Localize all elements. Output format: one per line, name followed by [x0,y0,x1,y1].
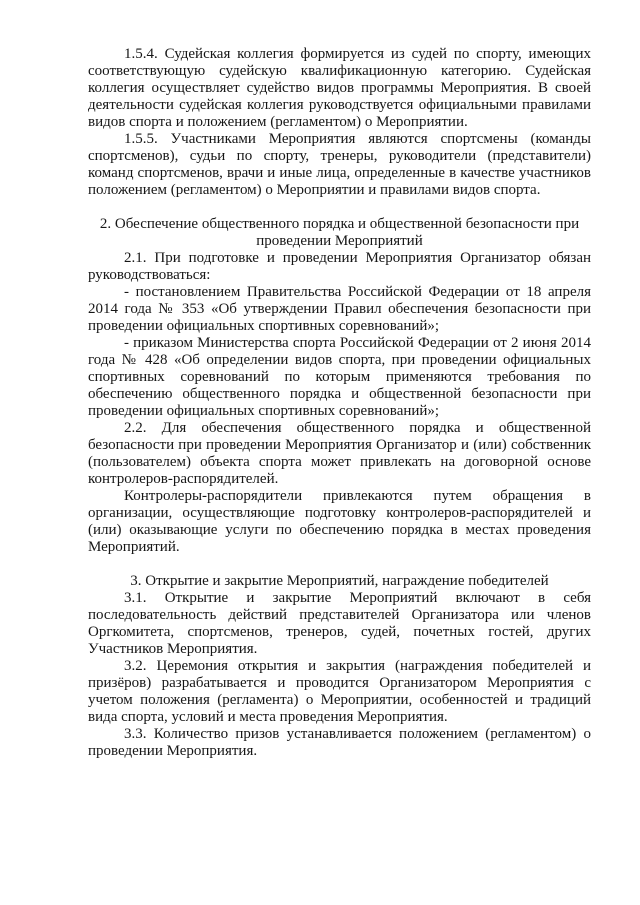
section-2-heading: 2. Обеспечение общественного порядка и общественной безопасности при проведении Мероприятий [99,216,580,249]
paragraph-3-1: 3.1. Открытие и закрытие Мероприятий включают в себя последовательность действий представителей Организатора или членов Оргкомитета, спортсменов, тренеров, судей, почетных гостей, других Участников Мероприятия. [88,590,591,657]
paragraph-2-2: 2.2. Для обеспечения общественного порядка и общественной безопасности при проведении Мероприятия Организатор и (или) собственник (пользователем) объекта спорта может привлекать на договорной основе контролеров-распорядителей. [88,420,591,487]
paragraph-1-5-4: 1.5.4. Судейская коллегия формируется из судей по спорту, имеющих соответствующую судейскую квалификационную категорию. Судейская коллегия осуществляет судейство видов программы Мероприятия. В своей деятельности судейская коллегия руководствуется официальными правилами видов спорта и положением (регламентом) о Мероприятии. [88,46,591,130]
paragraph-3-3: 3.3. Количество призов устанавливается положением (регламентом) о проведении Мероприятия. [88,726,591,759]
paragraph-1-5-5: 1.5.5. Участниками Мероприятия являются спортсмены (команды спортсменов), судьи по спорту, тренеры, руководители (представители) команд спортсменов, врачи и иные лица, определенные в качестве участников положением (регламентом) о Мероприятии и правилами видов спорта. [88,131,591,198]
paragraph-3-2: 3.2. Церемония открытия и закрытия (награждения победителей и призёров) разрабатывается и проводится Организатором Мероприятия с учетом положения (регламента) о Мероприятии, особенностей и традиций вида спорта, условий и места проведения Мероприятия. [88,658,591,725]
document-body [88,46,591,760]
section-3-heading: 3. Открытие и закрытие Мероприятий, награждение победителей [130,573,549,589]
paragraph-2-1-item-2: - приказом Министерства спорта Российской Федерации от 2 июня 2014 года № 428 «Об определении видов спорта, при проведении официальных спортивных соревнований по которым применяются требования по обеспечению общественного порядка и общественной безопасности при проведении официальных спортивных соревнований»; [88,335,591,419]
paragraph-2-1-item-1: - постановлением Правительства Российской Федерации от 18 апреля 2014 года № 353 «Об утверждении Правил обеспечения безопасности при проведении официальных спортивных соревнований»; [88,284,591,334]
paragraph-2-2-continued: Контролеры-распорядители привлекаются путем обращения в организации, осуществляющие подготовку контролеров-распорядителей и (или) оказывающие услуги по обеспечению порядка в местах проведения Мероприятий. [88,488,591,555]
paragraph-2-1: 2.1. При подготовке и проведении Мероприятия Организатор обязан руководствоваться: [88,250,591,283]
